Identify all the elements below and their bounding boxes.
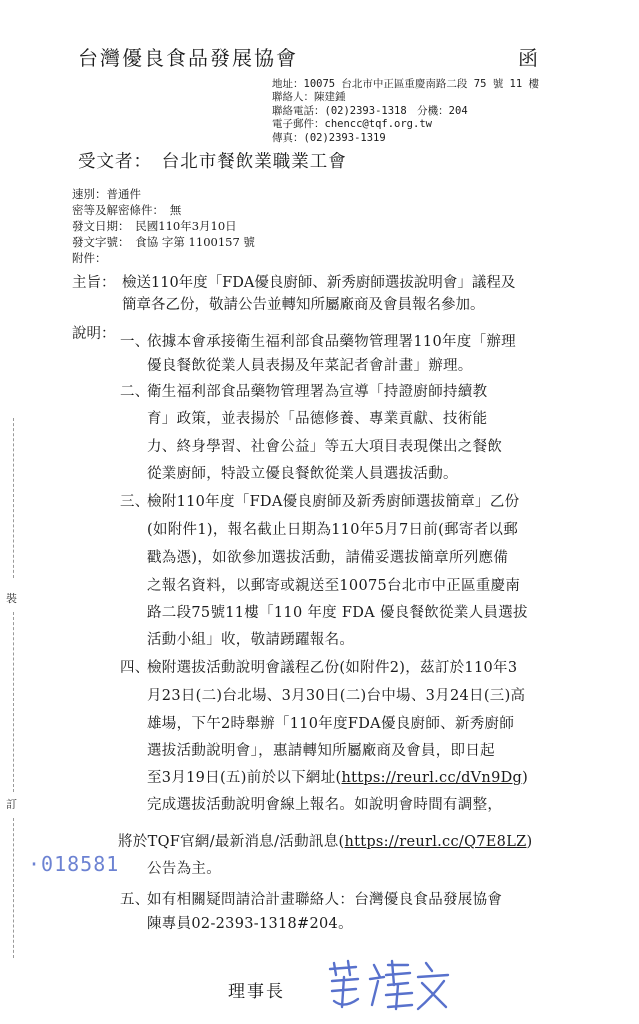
item-line: 從業廚師，特設立優良餐飲從業人員選拔活動。 xyxy=(147,466,458,482)
document-number: 發文字號： 食協 字第 1100157 號 xyxy=(72,235,255,249)
item-line: 檢附選拔活動說明會議程乙份(如附件2)，茲訂於110年3 xyxy=(147,660,518,676)
item-line: 雄場，下午2時舉辦「110年度FDA優良廚師、新秀廚師 xyxy=(147,716,515,732)
email: 電子郵件：chencc@tqf.org.tw xyxy=(272,118,432,130)
item-number: 一、 xyxy=(120,334,150,350)
subject-line: 檢送110年度「FDA優良廚師、新秀廚師選拔說明會」議程及 xyxy=(122,275,516,291)
item-line: 育」政策，並表揚於「品德修養、專業貢獻、技術能 xyxy=(147,411,488,427)
subject-line: 簡章各乙份，敬請公告並轉知所屬廠商及會員報名參加。 xyxy=(122,297,485,313)
item-line: 依據本會承接衛生福利部食品藥物管理署110年度「辦理 xyxy=(147,334,516,350)
description-label: 說明： xyxy=(72,326,116,342)
speed-class: 速別：普通件 xyxy=(72,187,141,201)
item-line: 之報名資料，以郵寄或親送至10075台北市中正區重慶南 xyxy=(147,578,521,594)
item-line: 優良餐飲從業人員表揚及年菜記者會計畫」辦理。 xyxy=(147,358,473,374)
item-line: 活動小組」收，敬請踴躍報名。 xyxy=(147,632,355,648)
item-number: 三、 xyxy=(120,494,150,510)
item-text: ) xyxy=(522,770,529,786)
item-line: (如附件1)，報名截止日期為110年5月7日前(郵寄者以郵 xyxy=(147,522,519,538)
organization-name: 台灣優良食品發展協會 xyxy=(78,46,298,70)
fax: 傳真：(02)2393-1319 xyxy=(272,132,386,144)
binding-line xyxy=(13,418,14,578)
tqf-news-link[interactable]: https://reurl.cc/Q7E8LZ xyxy=(344,834,527,850)
item-line: 衛生福利部食品藥物管理署為宣導「持證廚師持續教 xyxy=(147,384,488,400)
notice-line-with-link xyxy=(118,830,532,851)
notice-line: 公告為主。 xyxy=(147,861,221,877)
item-line: 陳專員02-2393-1318#204。 xyxy=(147,916,353,932)
subject-label: 主旨： xyxy=(72,275,116,291)
item-line-with-link xyxy=(147,766,528,787)
item-line: 戳為憑)，如欲參加選拔活動，請備妥選拔簡章所列應備 xyxy=(147,550,509,566)
item-line: 檢附110年度「FDA優良廚師及新秀廚師選拔簡章」乙份 xyxy=(147,494,520,510)
binding-mark-ding: 訂 xyxy=(6,798,17,811)
issue-date: 發文日期： 民國110年3月10日 xyxy=(72,219,237,233)
notice-text: ) xyxy=(526,834,533,850)
security-level: 密等及解密條件： 無 xyxy=(72,203,182,217)
item-number: 四、 xyxy=(120,660,150,676)
item-line: 路二段75號11樓「110 年度 FDA 優良餐飲從業人員選拔 xyxy=(147,605,528,621)
registration-link[interactable]: https://reurl.cc/dVn9Dg xyxy=(341,770,523,786)
item-line: 力、終身學習、社會公益」等五大項目表現傑出之餐飲 xyxy=(147,439,503,455)
chairman-title: 理事長 xyxy=(228,982,285,1002)
signature-seal-icon xyxy=(322,955,452,1015)
item-text: 至3月19日(五)前於以下網址( xyxy=(147,770,342,786)
recipient: 受文者： 台北市餐飲業職業工會 xyxy=(78,152,347,172)
item-line: 如有相關疑問請洽計畫聯絡人：台灣優良食品發展協會 xyxy=(147,892,503,908)
contact-person: 聯絡人：陳建鍾 xyxy=(272,91,346,103)
binding-line xyxy=(13,612,14,792)
item-line: 完成選拔活動說明會線上報名。如說明會時間有調整， xyxy=(147,797,503,813)
binding-line xyxy=(13,818,14,958)
item-line: 月23日(二)台北場、3月30日(二)台中場、3月24日(三)高 xyxy=(147,688,526,704)
attachment-label: 附件： xyxy=(72,251,107,265)
notice-text: 將於TQF官網/最新消息/活動訊息( xyxy=(118,834,345,850)
phone: 聯絡電話：(02)2393-1318 分機：204 xyxy=(272,105,468,117)
item-number: 二、 xyxy=(120,384,150,400)
item-number: 五、 xyxy=(120,892,150,908)
receipt-stamp: ·018581 xyxy=(28,852,120,876)
item-line: 選拔活動說明會」，惠請轉知所屬廠商及會員，即日起 xyxy=(147,743,495,759)
binding-mark-zhuang: 裝 xyxy=(6,592,17,605)
address: 地址：10075 台北市中正區重慶南路二段 75 號 11 樓 xyxy=(272,78,540,90)
document-type: 函 xyxy=(518,46,538,70)
